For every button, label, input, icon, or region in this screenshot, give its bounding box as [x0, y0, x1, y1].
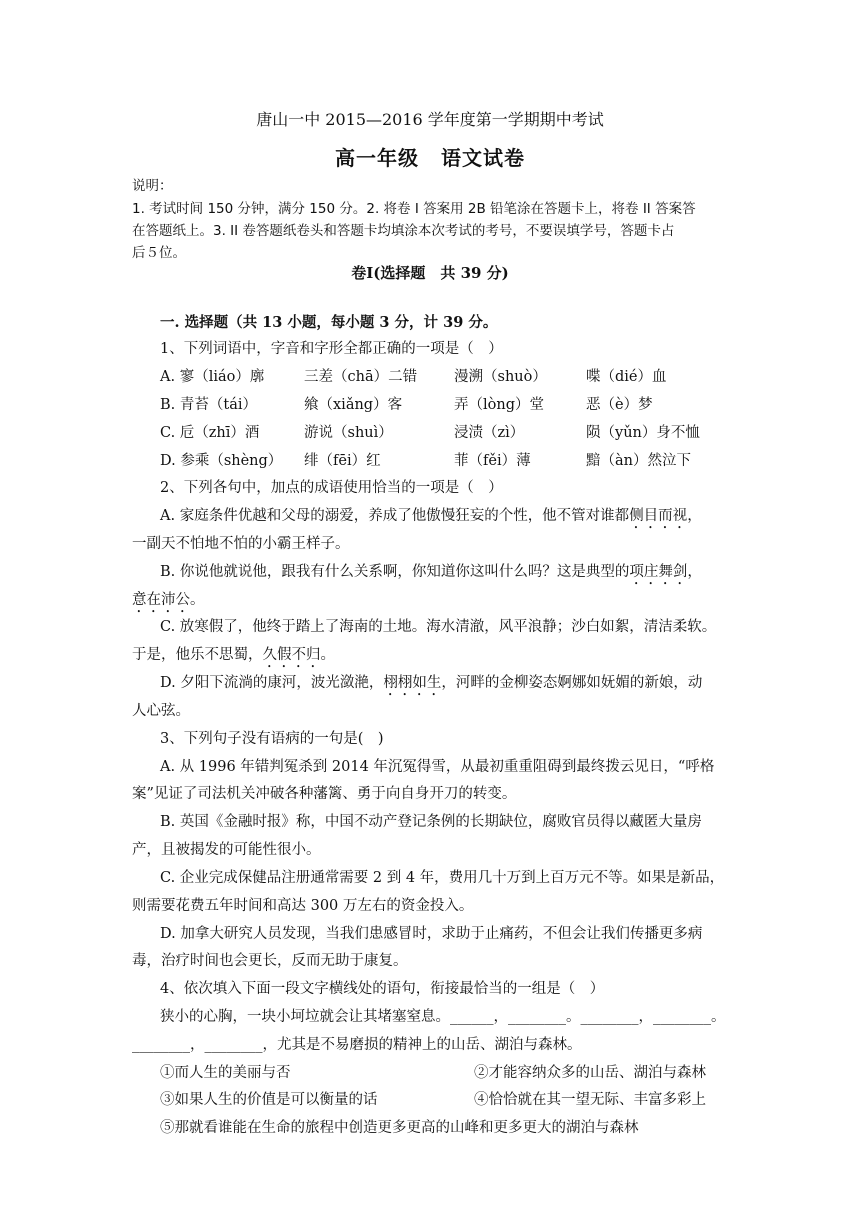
- q2-option-b-line-2: [132, 590, 205, 616]
- q2-idiom-b2: 意在沛公: [132, 592, 190, 608]
- q2-text: A. 家庭条件优越和父母的溺爱，养成了他傲慢狂妄的个性，他不管对谁都: [160, 508, 630, 524]
- q3-stem: 3、下列句子没有语病的一句是( ): [160, 731, 384, 747]
- q2-idiom-a: 侧目而视: [629, 508, 688, 524]
- q2-stem: 2、下列各句中，加点的成语使用恰当的一项是（ ）: [160, 480, 503, 496]
- q2-text: 。: [190, 592, 205, 608]
- notes-line-3: 后５位。: [132, 245, 186, 261]
- q1-cell: 黯（àn）然泣下: [586, 453, 691, 469]
- subject-label: 语文试卷: [441, 146, 525, 170]
- q1-cell: 漫溯（shuò）: [454, 369, 547, 385]
- q2-option-b-line-1: [160, 562, 702, 588]
- q2-option-a-line-2: 一副天不怕地不怕的小霸王样子。: [132, 536, 350, 552]
- part-heading: 一. 选择题（共 13 小题，每小题 3 分，计 39 分。: [160, 314, 498, 331]
- q2-idiom-b1: 项庄舞剑: [629, 564, 688, 580]
- q3-option-a-line-1: A. 从 1996 年错判冤杀到 2014 年沉冤得雪，从最初重重阻碍到最终拨云见日，“呼格: [160, 759, 715, 775]
- exam-subtitle: [0, 142, 860, 171]
- q2-idiom-c: 久假不归: [262, 647, 321, 663]
- q4-option-4: ④恰恰就在其一望无际、丰富多彩上: [474, 1092, 706, 1108]
- q1-cell: A. 寥（liáo）廓: [160, 369, 265, 385]
- q2-option-d-line-1: [160, 673, 702, 699]
- q3-option-c-line-1: C. 企业完成保健品注册通常需要 2 到 4 年，费用几十万到上百万元不等。如果是新品，: [160, 870, 725, 886]
- q2-text: ，: [687, 508, 702, 524]
- q1-cell: D. 参乘（shèng）: [160, 453, 283, 469]
- q4-option-2: ②才能容纳众多的山岳、湖泊与森林: [474, 1065, 706, 1081]
- q2-text: 。: [320, 647, 335, 663]
- q3-option-d-line-1: D. 加拿大研究人员发现，当我们患感冒时，求助于止痛药，不但会让我们传播更多病: [160, 926, 703, 942]
- q2-text: ，河畔的金柳姿态婀娜如妩媚的新娘，动: [441, 675, 703, 691]
- q4-stem: 4、依次填入下面一段文字横线处的语句，衔接最恰当的一组是（ ）: [160, 981, 605, 997]
- q1-cell: 浸渍（zì）: [454, 425, 525, 441]
- q2-text: 于是，他乐不思蜀，: [132, 647, 263, 663]
- grade-label: 高一年级: [335, 146, 419, 170]
- q2-option-c-line-2: [132, 645, 335, 671]
- q1-cell: 菲（fěi）薄: [454, 453, 531, 469]
- q1-stem: 1、下列词语中，字音和字形全都正确的一项是（ ）: [160, 341, 503, 357]
- notes-line-1: 1. 考试时间 150 分钟，满分 150 分。2. 将卷 I 答案用 2B 铅笔涂在答题卡上，将卷 II 答案答: [132, 201, 696, 217]
- q1-cell: 绯（fēi）红: [304, 453, 381, 469]
- q2-option-c-line-1: C. 放寒假了，他终于踏上了海南的土地。海水清澈，风平浪静；沙白如絮，清洁柔软。: [160, 619, 717, 635]
- q1-cell: 弄（lòng）堂: [454, 397, 544, 413]
- q2-idiom-d: 栩栩如生: [383, 675, 442, 691]
- q4-passage-line-1: 狭小的心胸，一块小坷垃就会让其堵塞窒息。______，________。________，________。: [160, 1009, 726, 1025]
- q4-option-3: ③如果人生的价值是可以衡量的话: [160, 1092, 378, 1108]
- q1-cell: 飨（xiǎng）客: [304, 397, 403, 413]
- q4-option-1: ①而人生的美丽与否: [160, 1065, 291, 1081]
- q2-text: D. 夕阳下流淌的康河，波光潋滟，: [160, 675, 384, 691]
- q1-cell: 陨（yǔn）身不恤: [586, 425, 700, 441]
- q2-option-d-line-2: 人心弦。: [132, 703, 190, 719]
- q1-cell: 恶（è）梦: [586, 397, 653, 413]
- exam-title: 唐山一中 2015—2016 学年度第一学期期中考试: [256, 110, 604, 129]
- section-title: 卷Ⅰ(选择题 共 39 分): [351, 264, 509, 282]
- q1-cell: C. 卮（zhī）酒: [160, 425, 260, 441]
- q1-cell: 三差（chā）二错: [304, 369, 418, 385]
- notes-line-2: 在答题纸上。3. II 卷答题纸卷头和答题卡均填涂本次考试的考号，不要误填学号，答题卡占: [132, 223, 675, 239]
- q1-cell: 喋（dié）血: [586, 369, 667, 385]
- q4-passage-line-2: ________，________，尤其是不易磨损的精神上的山岳、湖泊与森林。: [132, 1037, 582, 1053]
- q3-option-c-line-2: 则需要花费五年时间和高达 300 万左右的资金投入。: [132, 898, 474, 914]
- q1-cell: B. 青苔（tái）: [160, 397, 257, 413]
- q2-text: ，: [687, 564, 702, 580]
- q4-option-5: ⑤那就看谁能在生命的旅程中创造更多更高的山峰和更多更大的湖泊与森林: [160, 1120, 639, 1136]
- q3-option-b-line-2: 产，且被揭发的可能性很小。: [132, 842, 321, 858]
- notes-heading: 说明：: [132, 178, 173, 194]
- q2-option-a-line-1: [160, 506, 702, 532]
- q1-cell: 游说（shuì）: [304, 425, 393, 441]
- q2-text: B. 你说他就说他，跟我有什么关系啊，你知道你这叫什么吗？这是典型的: [160, 564, 630, 580]
- q3-option-a-line-2: 案”见证了司法机关冲破各种藩篱、勇于向自身开刀的转变。: [132, 786, 517, 802]
- q3-option-d-line-2: 毒，治疗时间也会更长，反而无助于康复。: [132, 953, 408, 969]
- q3-option-b-line-1: B. 英国《金融时报》称，中国不动产登记条例的长期缺位，腐败官员得以藏匿大量房: [160, 814, 702, 830]
